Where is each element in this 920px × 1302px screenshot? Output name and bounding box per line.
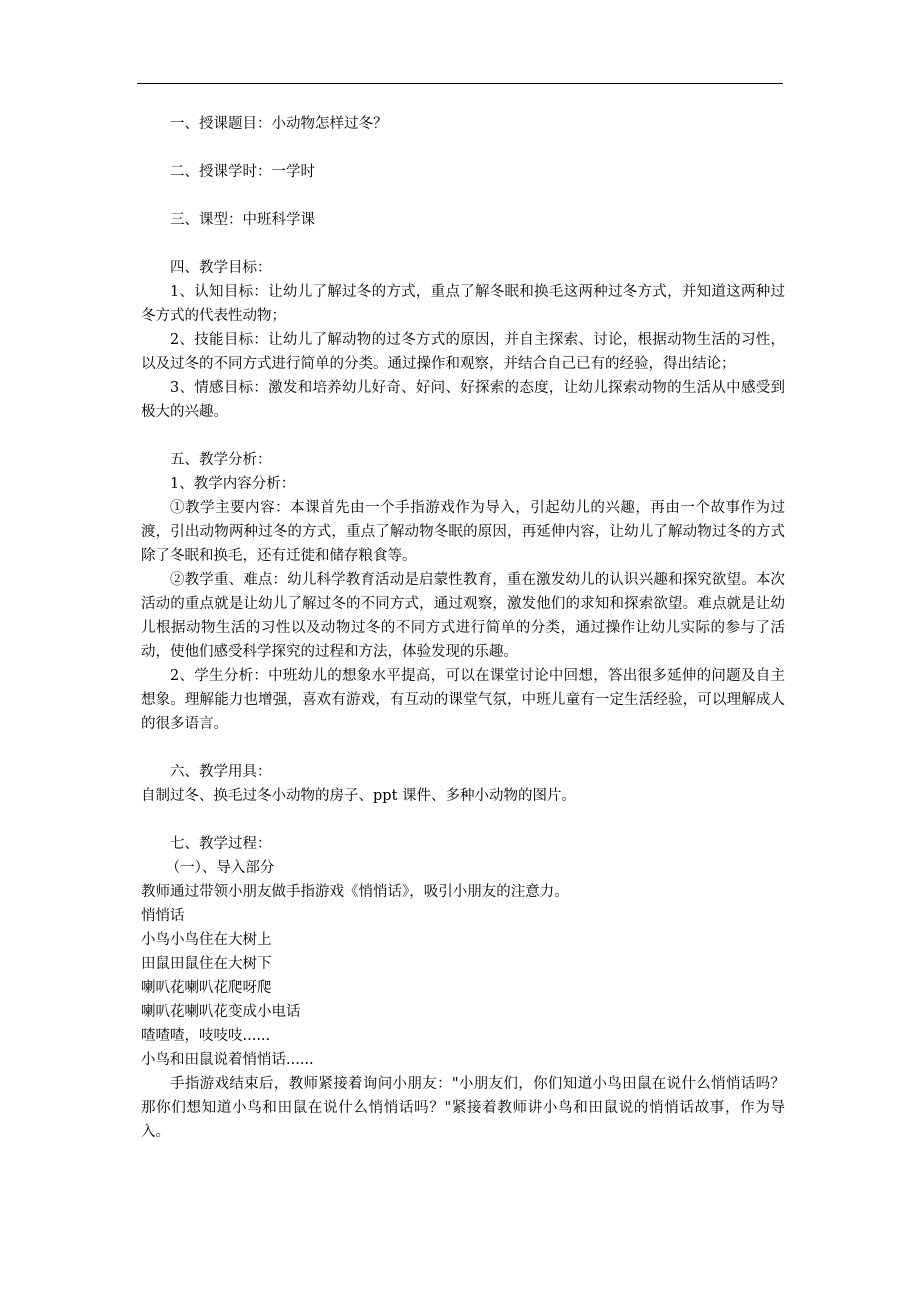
document-body — [141, 112, 785, 1144]
poem-title: 悄悄话 — [141, 908, 185, 924]
lesson-hours: 二、授课学时：一学时 — [170, 164, 315, 180]
poem-line: 田鼠田鼠住在大树下 — [141, 956, 272, 972]
content-analysis-heading: 1、教学内容分析： — [170, 476, 296, 492]
analysis-heading: 五、教学分析： — [170, 452, 272, 468]
tools-heading: 六、教学用具： — [170, 764, 272, 780]
objective-skill: 2、技能目标：让幼儿了解动物的过冬方式的原因，并自主探索、讨论，根据动物生活的习性，以及过冬的不同方式进行简单的分类。通过操作和观察，并结合自己已有的经验，得出结论； — [141, 332, 785, 372]
poem-line: 小鸟小鸟住在大树上 — [141, 932, 272, 948]
poem-line: 喇叭花喇叭花变成小电话 — [141, 1004, 301, 1020]
analysis-section — [141, 448, 785, 736]
poem-line: 喳喳喳，吱吱吱...... — [141, 1028, 271, 1044]
after-game-paragraph: 手指游戏结束后，教师紧接着询问小朋友："小朋友们，你们知道小鸟田鼠在说什么悄悄话吗？那你们想知道小鸟和田鼠在说什么悄悄话吗？"紧接着教师讲小鸟和田鼠说的悄悄话故事，作为导入。 — [141, 1076, 785, 1140]
part1-heading: （一）、导入部分 — [165, 860, 275, 876]
objective-affective: 3、情感目标：激发和培养幼儿好奇、好问、好探索的态度，让幼儿探索动物的生活从中感受到极大的兴趣。 — [141, 380, 785, 420]
objectives-section — [141, 256, 785, 424]
lesson-title: 一、授课题目：小动物怎样过冬？ — [170, 116, 388, 132]
poem-line: 喇叭花喇叭花爬呀爬 — [141, 980, 272, 996]
main-content-paragraph: ①教学主要内容：本课首先由一个手指游戏作为导入，引起幼儿的兴趣，再由一个故事作为过渡，引出动物两种过冬的方式，重点了解动物冬眠的原因，再延伸内容，让幼儿了解动物过冬的方式除了冬眠和换毛，还有迁徙和储存粮食等。 — [141, 500, 785, 564]
key-points-paragraph: ②教学重、难点：幼儿科学教育活动是启蒙性教育，重在激发幼儿的认识兴趣和探究欲望。本次活动的重点就是让幼儿了解过冬的不同方式，通过观察，激发他们的求知和探索欲望。难点就是让幼儿根据动物生活的习性以及动物过冬的不同方式进行简单的分类，通过操作让幼儿实际的参与了活动，使他们感受科学探究的过程和方法，体验发现的乐趣。 — [141, 572, 785, 660]
objectives-heading: 四、教学目标： — [170, 260, 272, 276]
header-rule — [137, 83, 783, 84]
tools-items: 自制过冬、换毛过冬小动物的房子、ppt 课件、多种小动物的图片。 — [141, 788, 576, 804]
process-heading: 七、教学过程： — [170, 836, 272, 852]
lesson-type: 三、课型：中班科学课 — [170, 212, 315, 228]
tools-section — [141, 760, 785, 808]
poem-line: 小鸟和田鼠说着悄悄话...... — [141, 1052, 314, 1068]
intro-paragraph: 教师通过带领小朋友做手指游戏《悄悄话》，吸引小朋友的注意力。 — [141, 884, 569, 900]
students-paragraph: 2、学生分析：中班幼儿的想象水平提高，可以在课堂讨论中回想，答出很多延伸的问题及自主想象。理解能力也增强，喜欢有游戏，有互动的课堂气氛，中班儿童有一定生活经验，可以理解成人的很多语言。 — [141, 668, 785, 732]
process-section — [141, 832, 785, 1144]
objective-cognitive: 1、认知目标：让幼儿了解过冬的方式，重点了解冬眠和换毛这两种过冬方式，并知道这两种过冬方式的代表性动物； — [141, 284, 785, 324]
